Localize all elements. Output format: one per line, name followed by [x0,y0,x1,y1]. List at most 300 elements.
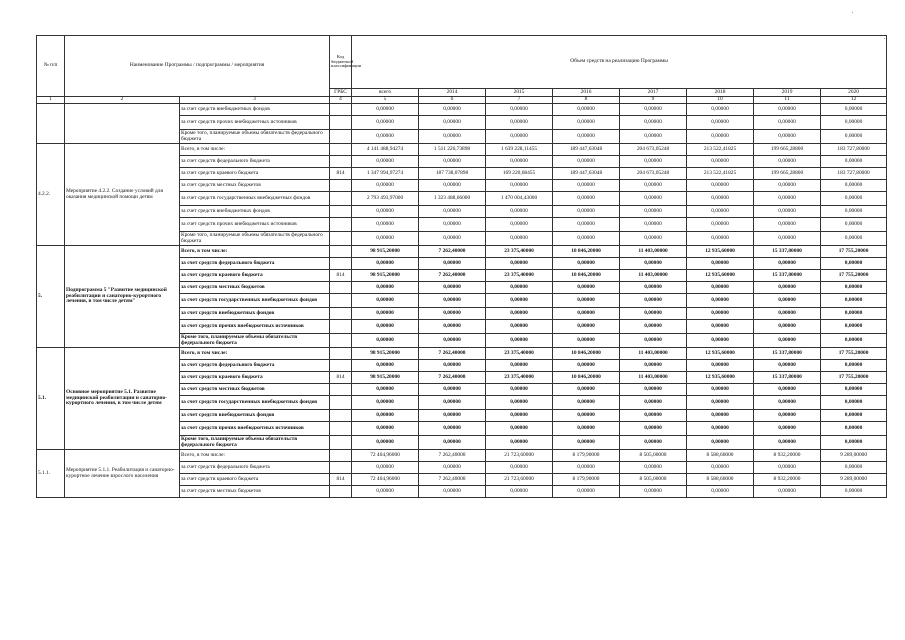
amount-year: 0,00000 [821,206,887,218]
funding-source: за счет средств федерального бюджета [180,462,330,474]
amount-year: 8 505,00000 [620,474,687,486]
grbs-code: 814 [330,168,352,180]
amount-year: 0,00000 [754,232,821,246]
grbs-code [330,180,352,192]
amount-total: 98 915,20000 [352,348,419,360]
amount-year: 0,00000 [486,282,553,294]
amount-year: 0,00000 [754,396,821,410]
header-year: 2016 [553,89,620,97]
col-number: 11 [754,97,821,104]
amount-total: 0,00000 [352,486,419,498]
amount-year: 17 755,20000 [821,246,887,258]
amount-year: 0,00000 [754,294,821,308]
grbs-code [330,320,352,334]
amount-year: 0,00000 [553,282,620,294]
amount-year: 0,00000 [821,360,887,372]
row-title: Мероприятие 5.1.1. Реабилитация и санаторно-курортное лечение взрослого населения [65,450,180,498]
amount-year: 0,00000 [553,294,620,308]
amount-year: 0,00000 [620,180,687,192]
amount-year: 0,00000 [486,180,553,192]
amount-year: 0,00000 [821,130,887,144]
funding-source: за счет средств внебюджетных фондов [180,410,330,422]
amount-year: 0,00000 [754,258,821,270]
col-number: 12 [821,97,887,104]
amount-year: 0,00000 [486,422,553,436]
amount-year: 0,00000 [821,218,887,232]
grbs-code [330,422,352,436]
amount-year: 0,00000 [821,396,887,410]
amount-year: 0,00000 [620,320,687,334]
amount-year: 0,00000 [620,206,687,218]
grbs-code [330,156,352,168]
grbs-code [330,384,352,396]
amount-year: 9 289,00000 [821,474,887,486]
amount-year: 1 323 488,66000 [419,192,486,206]
amount-year: 7 262,40000 [419,372,486,384]
amount-year: 0,00000 [486,116,553,130]
funding-source: за счет средств местных бюджетов [180,180,330,192]
amount-year: 7 262,40000 [419,450,486,462]
amount-year: 0,00000 [754,320,821,334]
amount-year: 0,00000 [419,410,486,422]
amount-year: 0,00000 [821,422,887,436]
amount-year: 0,00000 [821,116,887,130]
amount-year: 10 846,20000 [553,372,620,384]
amount-year: 15 337,80000 [754,270,821,282]
amount-year: 0,00000 [821,192,887,206]
amount-year: 0,00000 [553,258,620,270]
funding-source: за счет средств краевого бюджета [180,270,330,282]
header-num: № п/п [37,36,65,97]
amount-total: 0,00000 [352,116,419,130]
amount-year: 1 639 228,11455 [486,144,553,156]
amount-year: 183 727,80000 [821,144,887,156]
amount-year: 0,00000 [419,156,486,168]
amount-year: 0,00000 [486,294,553,308]
amount-year: 0,00000 [486,462,553,474]
amount-year: 0,00000 [486,258,553,270]
amount-year: 0,00000 [419,180,486,192]
header-year: 2019 [754,89,821,97]
amount-year: 169 220,68455 [486,168,553,180]
amount-total: 2 793 493,97000 [352,192,419,206]
amount-total: 98 915,20000 [352,270,419,282]
amount-year: 0,00000 [553,486,620,498]
amount-year: 0,00000 [821,294,887,308]
table-row [37,450,887,462]
amount-year: 0,00000 [419,258,486,270]
amount-year: 0,00000 [620,116,687,130]
amount-year: 0,00000 [620,218,687,232]
amount-total: 0,00000 [352,294,419,308]
amount-year: 0,00000 [486,334,553,348]
amount-year: 0,00000 [553,192,620,206]
amount-year: 0,00000 [687,462,754,474]
amount-total: 72 464,96000 [352,450,419,462]
amount-year: 11 403,00000 [620,270,687,282]
amount-year: 0,00000 [754,436,821,450]
amount-year: 9 289,00000 [821,450,887,462]
amount-year: 0,00000 [821,180,887,192]
amount-year: 0,00000 [419,384,486,396]
col-number: 8 [553,97,620,104]
amount-year: 0,00000 [486,320,553,334]
amount-year: 0,00000 [486,396,553,410]
amount-year: 0,00000 [553,104,620,116]
amount-year: 0,00000 [620,334,687,348]
grbs-code [330,486,352,498]
amount-year: 8 932,20000 [754,450,821,462]
amount-year: 0,00000 [754,384,821,396]
amount-total: 0,00000 [352,320,419,334]
amount-year: 0,00000 [419,436,486,450]
amount-year: 1 511 226,73898 [419,144,486,156]
amount-year: 8 588,60000 [687,474,754,486]
amount-year: 0,00000 [821,308,887,320]
amount-year: 0,00000 [754,360,821,372]
grbs-code [330,218,352,232]
row-number [37,104,65,144]
amount-year: 0,00000 [687,396,754,410]
amount-year: 12 935,60000 [687,270,754,282]
amount-total: 98 915,20000 [352,372,419,384]
grbs-code: 814 [330,270,352,282]
amount-year: 204 673,05248 [620,168,687,180]
amount-year: 0,00000 [687,192,754,206]
grbs-code [330,450,352,462]
amount-year: 0,00000 [754,282,821,294]
amount-year: 0,00000 [687,206,754,218]
amount-year: 11 403,00000 [620,348,687,360]
amount-total: 0,00000 [352,384,419,396]
amount-total: 0,00000 [352,104,419,116]
table-row [37,104,887,116]
amount-year: 17 755,20000 [821,270,887,282]
amount-year: 213 522,41825 [687,144,754,156]
funding-source: за счет средств прочих внебюджетных источников [180,422,330,436]
header-grbs: ГРБС [330,89,352,97]
funding-source: за счет средств прочих внебюджетных источников [180,116,330,130]
amount-year: 0,00000 [553,206,620,218]
funding-source: за счет средств прочих внебюджетных источников [180,320,330,334]
amount-year: 0,00000 [754,206,821,218]
amount-year: 0,00000 [553,218,620,232]
row-title [65,104,180,144]
amount-year: 0,00000 [687,320,754,334]
amount-year: 0,00000 [419,320,486,334]
col-number: 7 [486,97,553,104]
amount-year: 0,00000 [754,462,821,474]
col-number: 9 [620,97,687,104]
amount-year: 0,00000 [687,258,754,270]
amount-year: 7 262,40000 [419,246,486,258]
amount-year: 0,00000 [821,156,887,168]
amount-total: 0,00000 [352,410,419,422]
amount-year: 10 846,20000 [553,246,620,258]
amount-year: 0,00000 [754,116,821,130]
funding-source: за счет средств краевого бюджета [180,372,330,384]
amount-year: 0,00000 [687,130,754,144]
grbs-code [330,410,352,422]
amount-year: 0,00000 [754,130,821,144]
amount-year: 0,00000 [687,116,754,130]
amount-year: 204 673,05248 [620,144,687,156]
amount-year: 0,00000 [553,308,620,320]
row-title: Мероприятие 4.2.2. Создание условий для оказания медицинской помощи детям [65,144,180,246]
header-year: 2020 [821,89,887,97]
amount-total: 0,00000 [352,334,419,348]
amount-year: 0,00000 [754,410,821,422]
amount-year: 0,00000 [553,180,620,192]
amount-year: 0,00000 [620,486,687,498]
amount-year: 8 932,20000 [754,474,821,486]
amount-year: 0,00000 [419,462,486,474]
header-year: 2018 [687,89,754,97]
amount-total: 0,00000 [352,156,419,168]
grbs-code [330,104,352,116]
amount-year: 0,00000 [553,320,620,334]
funding-source: Всего, в том числе: [180,348,330,360]
funding-source: Всего, в том числе: [180,144,330,156]
header-year: 2015 [486,89,553,97]
funding-source: за счет средств краевого бюджета [180,474,330,486]
grbs-code [330,232,352,246]
amount-year: 7 262,40000 [419,474,486,486]
funding-source: за счет средств внебюджетных фондов [180,308,330,320]
funding-source: за счет средств федерального бюджета [180,360,330,372]
col-number: 3 [180,97,330,104]
header-year: 2017 [620,89,687,97]
amount-year: 7 262,40000 [419,270,486,282]
amount-year: 199 665,28800 [754,168,821,180]
grbs-code [330,396,352,410]
amount-year: 0,00000 [821,334,887,348]
amount-total: 0,00000 [352,308,419,320]
amount-year: 0,00000 [687,360,754,372]
amount-year: 0,00000 [486,486,553,498]
funding-source: Кроме того, планируемые объемы обязательств федерального бюджета [180,130,330,144]
amount-year: 0,00000 [754,308,821,320]
amount-year: 0,00000 [553,410,620,422]
amount-year: 8 588,60000 [687,450,754,462]
grbs-code [330,258,352,270]
amount-year: 17 755,20000 [821,348,887,360]
amount-year: 0,00000 [553,396,620,410]
amount-total: 0,00000 [352,206,419,218]
grbs-code [330,116,352,130]
grbs-code: 814 [330,474,352,486]
amount-year: 0,00000 [821,384,887,396]
amount-year: 8 505,00000 [620,450,687,462]
amount-year: 213 522,41825 [687,168,754,180]
amount-year: 0,00000 [620,282,687,294]
amount-year: 0,00000 [553,156,620,168]
grbs-code [330,334,352,348]
amount-year: 23 375,40000 [486,372,553,384]
grbs-code [330,246,352,258]
amount-total: 72 464,96000 [352,474,419,486]
amount-year: 0,00000 [687,232,754,246]
table-row [37,144,887,156]
amount-year: 0,00000 [419,104,486,116]
amount-year: 0,00000 [821,486,887,498]
grbs-code [330,360,352,372]
amount-total: 1 347 994,97274 [352,168,419,180]
amount-total: 0,00000 [352,422,419,436]
amount-year: 0,00000 [486,436,553,450]
amount-year: 23 375,40000 [486,246,553,258]
amount-year: 8 179,90000 [553,450,620,462]
amount-year: 10 846,20000 [553,348,620,360]
grbs-code [330,130,352,144]
table-row [37,348,887,360]
amount-year: 23 375,40000 [486,270,553,282]
amount-year: 0,00000 [486,308,553,320]
row-number: 4.2.2. [37,144,65,246]
amount-year: 0,00000 [754,334,821,348]
funding-source: Всего, в том числе: [180,246,330,258]
grbs-code [330,436,352,450]
budget-table [36,35,887,498]
amount-year: 0,00000 [553,232,620,246]
amount-year: 0,00000 [754,156,821,168]
amount-year: 0,00000 [419,308,486,320]
amount-year: 0,00000 [821,320,887,334]
amount-year: 0,00000 [754,180,821,192]
amount-year: 0,00000 [754,422,821,436]
grbs-code [330,294,352,308]
funding-source: за счет средств государственных внебюджетных фондов [180,294,330,308]
amount-year: 0,00000 [620,156,687,168]
amount-year: 0,00000 [620,294,687,308]
amount-year: 0,00000 [620,258,687,270]
amount-total: 0,00000 [352,258,419,270]
amount-year: 0,00000 [486,360,553,372]
amount-total: 98 915,20000 [352,246,419,258]
amount-year: 0,00000 [687,334,754,348]
amount-year: 11 403,00000 [620,372,687,384]
amount-year: 0,00000 [419,206,486,218]
amount-year: 0,00000 [687,384,754,396]
grbs-code: 814 [330,372,352,384]
grbs-code [330,282,352,294]
amount-year: 0,00000 [620,410,687,422]
amount-total: 0,00000 [352,436,419,450]
amount-total: 0,00000 [352,180,419,192]
amount-year: 0,00000 [486,156,553,168]
amount-year: 0,00000 [687,180,754,192]
col-number: 6 [419,97,486,104]
amount-year: 17 755,20000 [821,372,887,384]
amount-year: 0,00000 [553,116,620,130]
funding-source: Всего, в том числе: [180,450,330,462]
amount-year: 23 375,40000 [486,348,553,360]
amount-year: 15 337,80000 [754,348,821,360]
funding-source: за счет средств местных бюджетов [180,384,330,396]
amount-total: 0,00000 [352,282,419,294]
header-code: Код бюджетной классификации [330,36,352,89]
amount-year: 0,00000 [553,462,620,474]
col-number: 5 [352,97,419,104]
header-row [37,36,887,89]
funding-source: за счет средств внебюджетных фондов [180,104,330,116]
amount-year: 0,00000 [620,104,687,116]
amount-total: 0,00000 [352,232,419,246]
amount-year: 0,00000 [687,294,754,308]
amount-year: 0,00000 [620,422,687,436]
amount-year: 0,00000 [821,410,887,422]
amount-year: 1 470 004,43000 [486,192,553,206]
table-row [37,246,887,258]
amount-year: 0,00000 [419,486,486,498]
amount-year: 0,00000 [620,462,687,474]
funding-source: за счет средств местных бюджетов [180,486,330,498]
amount-year: 0,00000 [620,192,687,206]
amount-year: 0,00000 [754,218,821,232]
amount-year: 0,00000 [754,486,821,498]
amount-total: 0,00000 [352,396,419,410]
amount-year: 0,00000 [486,232,553,246]
amount-year: 0,00000 [419,360,486,372]
amount-year: 12 935,60000 [687,372,754,384]
amount-year: 189 447,63048 [553,168,620,180]
amount-year: 0,00000 [553,436,620,450]
funding-source: за счет средств государственных внебюджетных фондов [180,396,330,410]
header-volume: Объем средств на реализацию Программы [352,36,887,89]
amount-year: 0,00000 [687,156,754,168]
header-total: всего [352,89,419,97]
amount-year: 0,00000 [553,334,620,348]
amount-year: 0,00000 [419,116,486,130]
amount-total: 0,00000 [352,462,419,474]
amount-year: 0,00000 [620,436,687,450]
funding-source: за счет средств внебюджетных фондов [180,206,330,218]
row-title: Подпрограмма 5 "Развитие медицинской реабилитации и санаторно-курортного лечения, в том числе детям" [65,246,180,348]
amount-year: 0,00000 [687,104,754,116]
funding-source: за счет средств федерального бюджета [180,156,330,168]
scan-dot [852,12,853,13]
amount-year: 21 723,60000 [486,450,553,462]
amount-year: 0,00000 [419,334,486,348]
funding-source: Кроме того, планируемые объемы обязательств федерального бюджета [180,232,330,246]
funding-source: за счет средств государственных внебюджетных фондов [180,192,330,206]
amount-year: 10 846,20000 [553,270,620,282]
amount-year: 15 337,80000 [754,246,821,258]
funding-source: Кроме того, планируемые объемы обязательств федерального бюджета [180,334,330,348]
amount-year: 0,00000 [419,396,486,410]
col-number: 10 [687,97,754,104]
funding-source: за счет средств федерального бюджета [180,258,330,270]
row-number: 5. [37,246,65,348]
grbs-code [330,348,352,360]
amount-year: 183 727,80000 [821,168,887,180]
amount-total: 0,00000 [352,360,419,372]
row-number: 5.1. [37,348,65,450]
amount-total: 0,00000 [352,218,419,232]
amount-year: 0,00000 [486,410,553,422]
amount-year: 12 935,60000 [687,246,754,258]
amount-year: 0,00000 [687,308,754,320]
funding-source: Кроме того, планируемые объемы обязательств федерального бюджета [180,436,330,450]
grbs-code [330,192,352,206]
amount-year: 0,00000 [821,436,887,450]
column-numbers-row [37,97,887,104]
grbs-code [330,462,352,474]
amount-year: 15 337,80000 [754,372,821,384]
amount-year: 0,00000 [821,282,887,294]
col-number: 4 [330,97,352,104]
amount-year: 0,00000 [553,422,620,436]
